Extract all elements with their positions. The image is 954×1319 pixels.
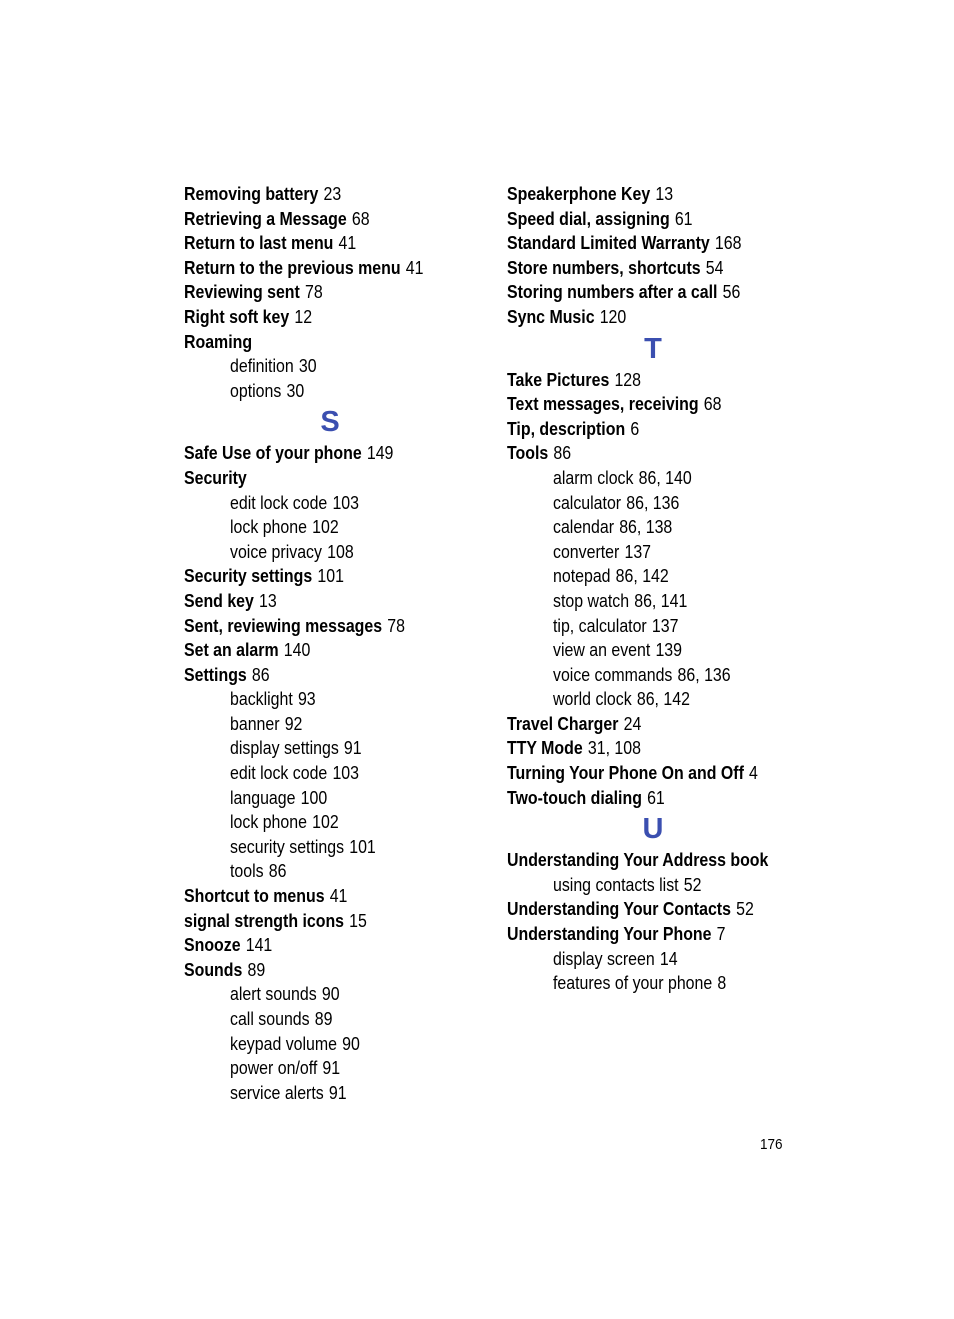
index-term: Turning Your Phone On and Off: [507, 762, 744, 784]
index-page-ref: 102: [312, 516, 339, 538]
index-page-ref: 78: [387, 614, 405, 636]
index-term: Set an alarm: [184, 639, 279, 661]
index-entry: [507, 368, 765, 393]
index-entry: [507, 280, 765, 305]
index-term: Sync Music: [507, 305, 595, 327]
index-term: display screen: [553, 947, 655, 969]
index-page-ref: 78: [304, 281, 323, 303]
index-term: Return to last menu: [184, 232, 334, 254]
index-term: Security: [184, 466, 247, 488]
index-page-ref: 90: [342, 1032, 360, 1054]
index-entry: [507, 736, 765, 761]
index-subentry: [553, 873, 771, 898]
index-subentry: [553, 515, 771, 540]
index-term: service alerts: [230, 1081, 324, 1103]
index-term: power on/off: [230, 1057, 318, 1079]
index-term: definition: [230, 355, 294, 377]
index-page-ref: 24: [623, 712, 642, 734]
index-term: Shortcut to menus: [184, 885, 325, 907]
index-page-ref: 14: [659, 947, 678, 969]
index-term: alarm clock: [553, 466, 634, 488]
page-number: 176: [760, 1136, 783, 1153]
index-term: security settings: [230, 835, 345, 857]
index-page-ref: 13: [259, 589, 277, 611]
index-entry: [184, 884, 442, 909]
index-page-ref: 93: [297, 688, 316, 710]
index-entry: [184, 280, 442, 305]
index-page-ref: 140: [283, 639, 311, 661]
index-term: Snooze: [184, 934, 241, 956]
index-subentry: [553, 638, 771, 663]
index-page-ref: 86, 138: [619, 516, 673, 538]
index-subentry: [230, 1056, 448, 1081]
index-page-ref: 128: [614, 368, 642, 390]
index-subentry: [230, 736, 448, 761]
index-term: voice commands: [553, 663, 673, 685]
index-term: notepad: [553, 565, 611, 587]
index-entry: [184, 207, 442, 232]
index-term: Standard Limited Warranty: [507, 232, 710, 254]
index-page-ref: 86: [553, 442, 572, 464]
index-term: lock phone: [230, 811, 307, 833]
index-term: world clock: [553, 688, 632, 710]
index-page-ref: 86, 142: [636, 688, 690, 710]
index-term: Safe Use of your phone: [184, 442, 362, 464]
index-term: Take Pictures: [507, 368, 610, 390]
index-term: backlight: [230, 688, 293, 710]
index-term: Send key: [184, 589, 254, 611]
index-subentry: [553, 589, 771, 614]
index-term: TTY Mode: [507, 737, 583, 759]
index-entry: [184, 663, 442, 688]
index-page-ref: 86, 136: [677, 663, 731, 685]
index-entry: [507, 182, 765, 207]
index-term: Understanding Your Phone: [507, 923, 712, 945]
index-subentry: [553, 540, 771, 565]
index-term: Tools: [507, 442, 549, 464]
index-page-ref: 102: [312, 811, 339, 833]
index-page-ref: 137: [624, 540, 652, 562]
index-entry: [507, 712, 765, 737]
index-term: voice privacy: [230, 540, 322, 562]
index-page-ref: 149: [366, 442, 394, 464]
index-subentry: [553, 947, 771, 972]
index-page-ref: 91: [343, 737, 362, 759]
index-term: display settings: [230, 737, 339, 759]
index-entry: [507, 256, 765, 281]
index-page-ref: 101: [349, 835, 376, 857]
index-page-ref: 52: [736, 898, 754, 920]
index-term: view an event: [553, 639, 651, 661]
index-subentry: [230, 982, 448, 1007]
index-entry: [507, 392, 765, 417]
index-page-ref: 15: [349, 909, 367, 931]
index-term: Settings: [184, 663, 247, 685]
index-term: Right soft key: [184, 305, 290, 327]
index-term: language: [230, 786, 296, 808]
index-subentry: [230, 379, 448, 404]
index-entry: [184, 182, 442, 207]
index-page-ref: 13: [655, 183, 674, 204]
index-term: tools: [230, 860, 264, 882]
index-term: stop watch: [553, 589, 630, 611]
index-subentry: [230, 1007, 448, 1032]
index-term: using contacts list: [553, 873, 679, 895]
index-page-ref: 168: [714, 232, 742, 254]
index-entry: [507, 305, 765, 330]
index-term: Two-touch dialing: [507, 786, 642, 808]
index-column-left: [184, 182, 484, 1105]
index-term: alert sounds: [230, 983, 317, 1005]
index-entry: [507, 848, 769, 873]
index-page-ref: 139: [655, 639, 682, 661]
index-subentry: [230, 859, 448, 884]
index-term: Store numbers, shortcuts: [507, 256, 701, 278]
index-entry: [184, 330, 442, 355]
index-term: tip, calculator: [553, 614, 647, 636]
index-subentry: [230, 712, 448, 737]
index-page-ref: 89: [314, 1008, 333, 1029]
index-page-ref: 86, 142: [615, 565, 669, 587]
index-term: Reviewing sent: [184, 281, 300, 303]
index-page-ref: 8: [717, 972, 727, 994]
index-term: Travel Charger: [507, 712, 619, 734]
index-entry: [184, 231, 442, 256]
index-page-ref: 54: [705, 256, 724, 278]
index-entry: [507, 897, 765, 922]
index-subentry: [230, 835, 448, 860]
index-page-ref: 7: [716, 923, 726, 945]
index-subentry: [230, 1081, 448, 1106]
index-subentry: [553, 663, 771, 688]
index-page-ref: 90: [321, 983, 340, 1005]
index-term: Removing battery: [184, 183, 319, 204]
index-term: Understanding Your Contacts: [507, 898, 731, 920]
section-letter: U: [642, 813, 664, 846]
index-page-ref: 23: [323, 183, 342, 204]
index-entry: [184, 614, 442, 639]
section-letter: S: [320, 406, 340, 439]
index-page-ref: 86: [251, 663, 270, 685]
index-page-ref: 41: [329, 885, 348, 907]
index-term: Roaming: [184, 330, 253, 352]
index-term: keypad volume: [230, 1032, 338, 1054]
index-entry: [507, 207, 765, 232]
index-term: Return to the previous menu: [184, 256, 401, 278]
index-page-ref: 120: [599, 305, 627, 327]
index-page-ref: 103: [332, 491, 359, 513]
index-page-ref: 137: [651, 614, 679, 636]
index-page-ref: 91: [322, 1057, 341, 1079]
index-subentry: [230, 540, 448, 565]
index-term: calculator: [553, 491, 622, 513]
index-subentry: [230, 761, 448, 786]
index-page-ref: 41: [338, 232, 357, 254]
index-term: features of your phone: [553, 972, 713, 994]
index-entry: [184, 909, 442, 934]
index-subentry: [553, 466, 771, 491]
index-entry: [507, 417, 765, 442]
index-page-ref: 101: [317, 565, 344, 587]
index-entry: [507, 761, 765, 786]
index-subentry: [230, 491, 448, 516]
index-entry: [184, 638, 442, 663]
index-page-ref: 92: [284, 712, 303, 734]
index-page-ref: 30: [286, 379, 305, 401]
index-term: Retrieving a Message: [184, 207, 347, 229]
index-page-ref: 41: [405, 256, 424, 278]
index-page-ref: 86, 141: [634, 589, 688, 611]
section-letter: T: [644, 332, 662, 365]
index-page-ref: 89: [247, 958, 266, 980]
index-page-ref: 86, 136: [626, 491, 680, 513]
index-term: banner: [230, 712, 280, 734]
index-subentry: [230, 810, 448, 835]
index-term: Sent, reviewing messages: [184, 614, 383, 636]
index-entry: [184, 958, 442, 983]
index-page-ref: 86, 140: [638, 466, 692, 488]
index-column-right: [507, 182, 807, 996]
index-subentry: [553, 971, 771, 996]
index-entry: [184, 305, 442, 330]
index-entry: [507, 786, 765, 811]
index-entry: [184, 256, 442, 281]
index-page-ref: 6: [630, 417, 640, 439]
index-page-ref: 61: [674, 207, 693, 229]
index-term: options: [230, 379, 282, 401]
index-page-ref: 61: [647, 786, 665, 808]
index-subentry: [230, 354, 448, 379]
index-term: calendar: [553, 516, 615, 538]
index-page-ref: 68: [351, 207, 370, 229]
index-subentry: [553, 491, 771, 516]
index-page-ref: 100: [300, 786, 328, 808]
index-entry: [184, 466, 442, 491]
index-term: converter: [553, 540, 620, 562]
index-page-ref: 30: [298, 355, 317, 377]
index-term: signal strength icons: [184, 909, 345, 931]
index-term: Sounds: [184, 958, 243, 980]
index-subentry: [230, 1032, 448, 1057]
index-entry: [184, 441, 442, 466]
index-subentry: [230, 687, 448, 712]
index-entry: [184, 564, 442, 589]
index-page-ref: 91: [328, 1081, 347, 1103]
index-entry: [507, 441, 765, 466]
index-page-ref: 56: [722, 281, 741, 303]
index-page-ref: 103: [332, 762, 359, 784]
index-page-ref: 52: [683, 873, 702, 895]
index-page-ref: 4: [749, 762, 758, 784]
index-term: edit lock code: [230, 762, 328, 784]
index-subentry: [230, 515, 448, 540]
index-page-ref: 108: [327, 540, 354, 562]
index-term: Text messages, receiving: [507, 393, 699, 415]
index-entry: [184, 589, 442, 614]
index-subentry: [553, 614, 771, 639]
index-entry: [507, 231, 765, 256]
index-page-ref: 141: [245, 934, 273, 956]
index-term: lock phone: [230, 516, 307, 538]
index-term: Storing numbers after a call: [507, 281, 718, 303]
index-term: call sounds: [230, 1008, 310, 1029]
index-subentry: [553, 564, 771, 589]
index-page-ref: 68: [703, 393, 722, 415]
index-term: Understanding Your Address book: [507, 849, 769, 871]
index-page-ref: 31, 108: [587, 737, 641, 759]
index-term: edit lock code: [230, 491, 328, 513]
index-subentry: [230, 786, 448, 811]
index-page-ref: 12: [294, 305, 313, 327]
index-page-ref: 86: [268, 860, 287, 882]
index-term: Speed dial, assigning: [507, 207, 670, 229]
index-term: Security settings: [184, 565, 313, 587]
index-term: Speakerphone Key: [507, 183, 651, 204]
index-entry: [507, 922, 765, 947]
index-entry: [184, 933, 442, 958]
index-subentry: [553, 687, 771, 712]
index-term: Tip, description: [507, 417, 626, 439]
